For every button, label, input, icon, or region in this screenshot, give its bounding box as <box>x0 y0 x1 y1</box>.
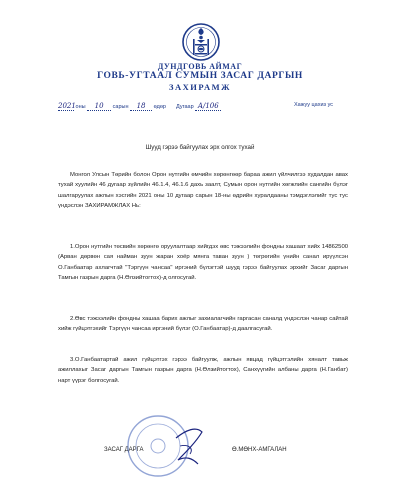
paragraph-2: 2.Өвс тэжээлийн фондны хашаа барих ажлыг захиалагчийн гаргасан саналд үндэслэн чанар сайтай хийж гүйцэтгэхийг Тэргүүн чансаа иргэний бүлэг (О.Ганбаатар)-д даалгасугай. <box>58 316 348 333</box>
signatory-name: Ө.МӨНХ-АМГАЛАН <box>232 447 287 453</box>
official-stamp-icon <box>116 408 212 480</box>
date-line <box>58 102 166 111</box>
number-label: Дугаар <box>176 104 194 110</box>
number-line <box>176 102 221 111</box>
document-title: Шууд гэрээ байгуулах эрх олгох тухай <box>145 144 255 151</box>
soyombo-emblem-icon <box>181 22 221 62</box>
month-value: 10 <box>94 102 104 110</box>
day-suffix: өдөр <box>153 104 166 110</box>
day-value: 18 <box>136 102 146 110</box>
year-value: 2021 <box>58 102 76 110</box>
paragraph-1: 1.Орон нутгийн төсвийн хөрөнгө оруулалтаар хийгдэх өвс тэжээлийн фондны хашаат хийх 14862500 (Арван дөрвөн сая найман зуун жаран хоёр мянга таван зуун ) төгрөгийн үнийн санал ирүүлсэн О.Ганбаатар ахлагчтай "Тэргүүн чансаа" иргэний бүлэгтэй шууд гэрээ байгуулах эрхийг Засаг даргын Тамгын газрын дарга (Н.Өлзийтогтох)-д олгосугай. <box>58 244 348 281</box>
month-suffix: сарын <box>112 104 129 110</box>
doc-type-heading: ЗАХИРАМЖ <box>168 82 232 92</box>
number-value: А/106 <box>197 102 219 110</box>
place-label: Хажуу цахиз ус <box>294 102 334 108</box>
year-suffix: оны <box>75 104 86 110</box>
paragraph-preamble: Монгол Улсын Төрийн болон Орон нутгийн өмчийн хөрөнгөөр бараа ажил үйлчилгээ худалдан авах тухай хуулийн 46 дугаар зүйлийн 46.1.4, 46.1.6 дахь заалт, Сумын орон нутгийн хөгжлийн сангийн бүлэг шалгаруулах ажлын хэсгийн 2021 оны 10 дугаар сарын 18-ны өдрийн хуралдааны тэмдэглэлийг тус тус үндэслэн ЗАХИРАМЖЛАХ Нь: <box>58 172 348 209</box>
office-heading: ГОВЬ-УГТААЛ СУМЫН ЗАСАГ ДАРГЫН <box>97 71 303 81</box>
signatory-title: ЗАСАГ ДАРГА <box>104 447 144 453</box>
province-heading: ДУНДГОВЬ АЙМАГ <box>157 62 243 71</box>
paragraph-3: 3.О.Ганбаатартай ажил гүйцэтгэх гэрээ байгуулж, ажлын явцад гүйцэтгэлийн хяналт тавьж ажиллахыг Засаг даргын Тамгын газрын дарга (Н.Өлзийтогтох), Санхүүгийн албаны дарга (Н.Ганбат) нарт үүрэг болгосугай. <box>58 357 348 384</box>
